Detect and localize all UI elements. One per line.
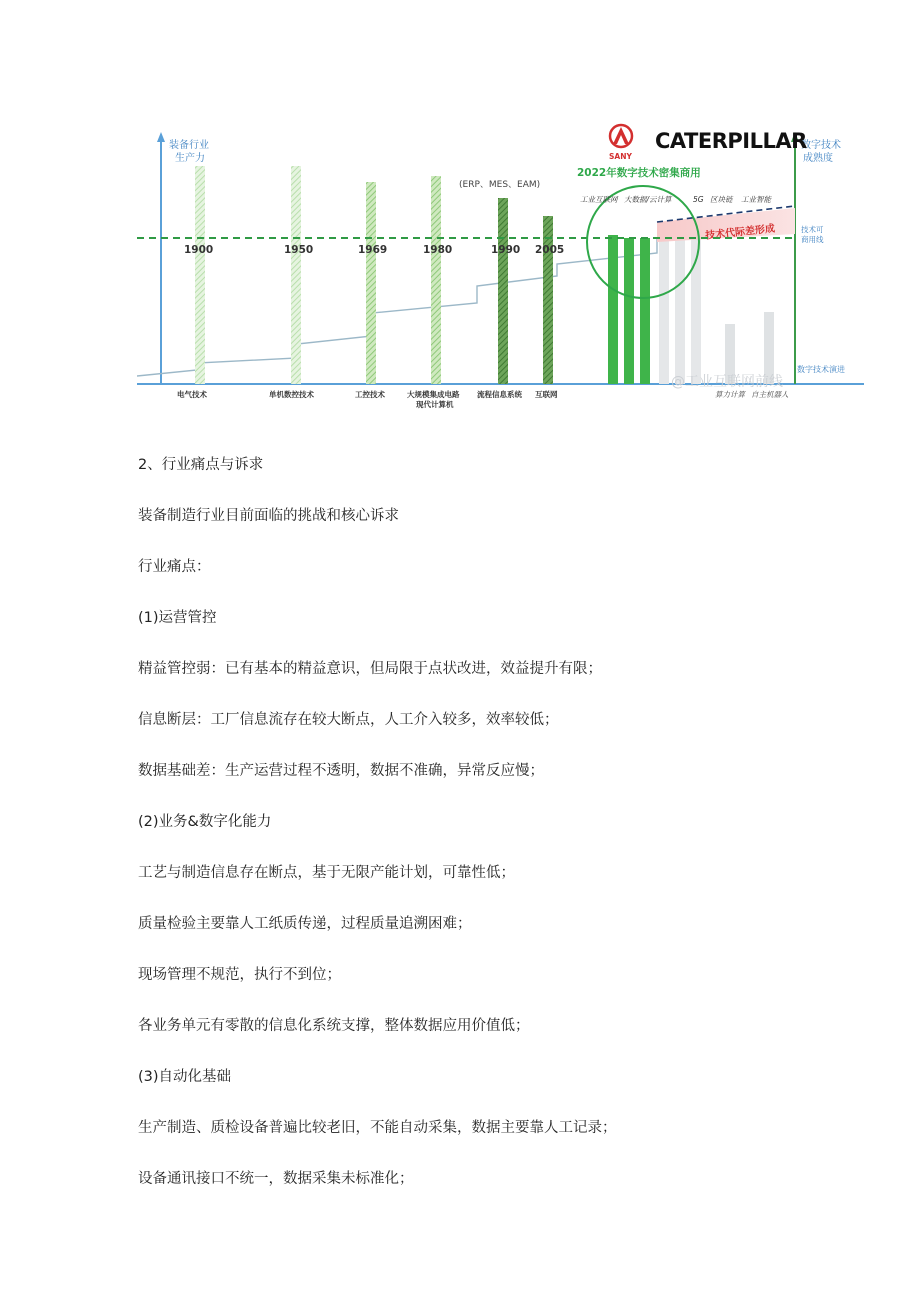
tech-label-industrial-ai: 工业智能 bbox=[741, 195, 771, 204]
circle-caption: 2022年数字技术密集商用 bbox=[577, 167, 701, 179]
sany-logo bbox=[609, 125, 632, 161]
bar-1969 bbox=[366, 182, 376, 384]
left-axis-label-2: 生产力 bbox=[175, 153, 205, 164]
bar-1900 bbox=[195, 166, 205, 384]
intro-paragraph: 装备制造行业目前面临的挑战和核心诉求 bbox=[138, 508, 399, 524]
heading-digital-capability: (2)业务&数字化能力 bbox=[138, 814, 272, 830]
x-label-internet: 互联网 bbox=[535, 390, 558, 399]
tech-label-5g: 5G bbox=[693, 195, 704, 204]
year-2005: 2005 bbox=[535, 244, 565, 256]
year-1969: 1969 bbox=[358, 244, 388, 256]
year-1980: 1980 bbox=[423, 244, 453, 256]
future-label-2: 自主机器人 bbox=[751, 390, 789, 399]
threshold-label-2: 商用线 bbox=[801, 235, 824, 244]
x-label-computer: 现代计算机 bbox=[416, 400, 454, 409]
erp-label: (ERP、MES、EAM) bbox=[459, 180, 541, 190]
paragraph-lean-control: 精益管控弱：已有基本的精益意识，但局限于点状改进，效益提升有限； bbox=[138, 661, 602, 677]
paragraph-info-gap: 信息断层：工厂信息流存在较大断点，人工介入较多，效率较低； bbox=[138, 712, 559, 728]
x-label-control: 工控技术 bbox=[355, 390, 385, 399]
paragraph-site-management: 现场管理不规范，执行不到位； bbox=[138, 967, 341, 983]
x-label-lsi: 大规模集成电路 bbox=[407, 390, 460, 399]
watermark: @工业互联网前线 bbox=[671, 374, 783, 390]
future-label-1: 算力计算 bbox=[715, 390, 745, 399]
sany-text: SANY bbox=[609, 152, 632, 161]
bar-bigdata bbox=[624, 238, 634, 384]
bar-future-2 bbox=[675, 226, 685, 384]
x-label-process-system: 流程信息系统 bbox=[477, 390, 522, 399]
paragraph-business-units: 各业务单元有零散的信息化系统支撑，整体数据应用价值低； bbox=[138, 1018, 530, 1034]
bar-5g bbox=[640, 238, 650, 384]
x-label-cnc: 单机数控技术 bbox=[269, 390, 314, 399]
section-title: 2、行业痛点与诉求 bbox=[138, 457, 264, 473]
bar-industrial-internet bbox=[608, 235, 618, 384]
right-axis-label-1: 数字技术 bbox=[801, 140, 841, 151]
bar-future-3 bbox=[691, 233, 701, 384]
bar-1950 bbox=[291, 166, 301, 384]
tech-label-blockchain: 区块链 bbox=[710, 195, 733, 204]
right-axis bbox=[791, 132, 799, 384]
left-axis-label-1: 装备行业 bbox=[169, 140, 209, 151]
tech-label-industrial-internet: 工业互联网 bbox=[580, 195, 618, 204]
bar-future-1 bbox=[659, 236, 669, 384]
paragraph-data-foundation: 数据基础差：生产运营过程不透明，数据不准确，异常反应慢； bbox=[138, 763, 544, 779]
gap-label: 技术代际差形成 bbox=[704, 223, 776, 242]
left-axis bbox=[157, 132, 165, 384]
paragraph-process-info: 工艺与制造信息存在断点，基于无限产能计划，可靠性低； bbox=[138, 865, 515, 881]
pain-points-label: 行业痛点： bbox=[138, 559, 211, 575]
caterpillar-logo: CATERPILLAR bbox=[655, 129, 807, 153]
year-1990: 1990 bbox=[491, 244, 521, 256]
paragraph-equipment-age: 生产制造、质检设备普遍比较老旧，不能自动采集，数据主要靠人工记录； bbox=[138, 1120, 617, 1136]
bar-1990 bbox=[498, 198, 508, 384]
paragraph-quality-inspection: 质量检验主要靠人工纸质传递，过程质量追溯困难； bbox=[138, 916, 472, 932]
x-label-electrical: 电气技术 bbox=[177, 390, 207, 399]
heading-automation: (3)自动化基础 bbox=[138, 1069, 232, 1085]
heading-operations: (1)运营管控 bbox=[138, 610, 217, 626]
industry-evolution-figure bbox=[137, 118, 864, 418]
year-1950: 1950 bbox=[284, 244, 314, 256]
right-bottom-label: 数字技术演进 bbox=[797, 365, 845, 374]
bar-1980 bbox=[431, 176, 441, 384]
bar-2005 bbox=[543, 216, 553, 384]
year-1900: 1900 bbox=[184, 244, 214, 256]
paragraph-device-interface: 设备通讯接口不统一，数据采集未标准化； bbox=[138, 1171, 414, 1187]
tech-label-bigdata: 大数据/云计算 bbox=[624, 195, 672, 204]
right-axis-label-2: 成熟度 bbox=[803, 153, 833, 164]
threshold-label-1: 技术可 bbox=[801, 225, 824, 234]
